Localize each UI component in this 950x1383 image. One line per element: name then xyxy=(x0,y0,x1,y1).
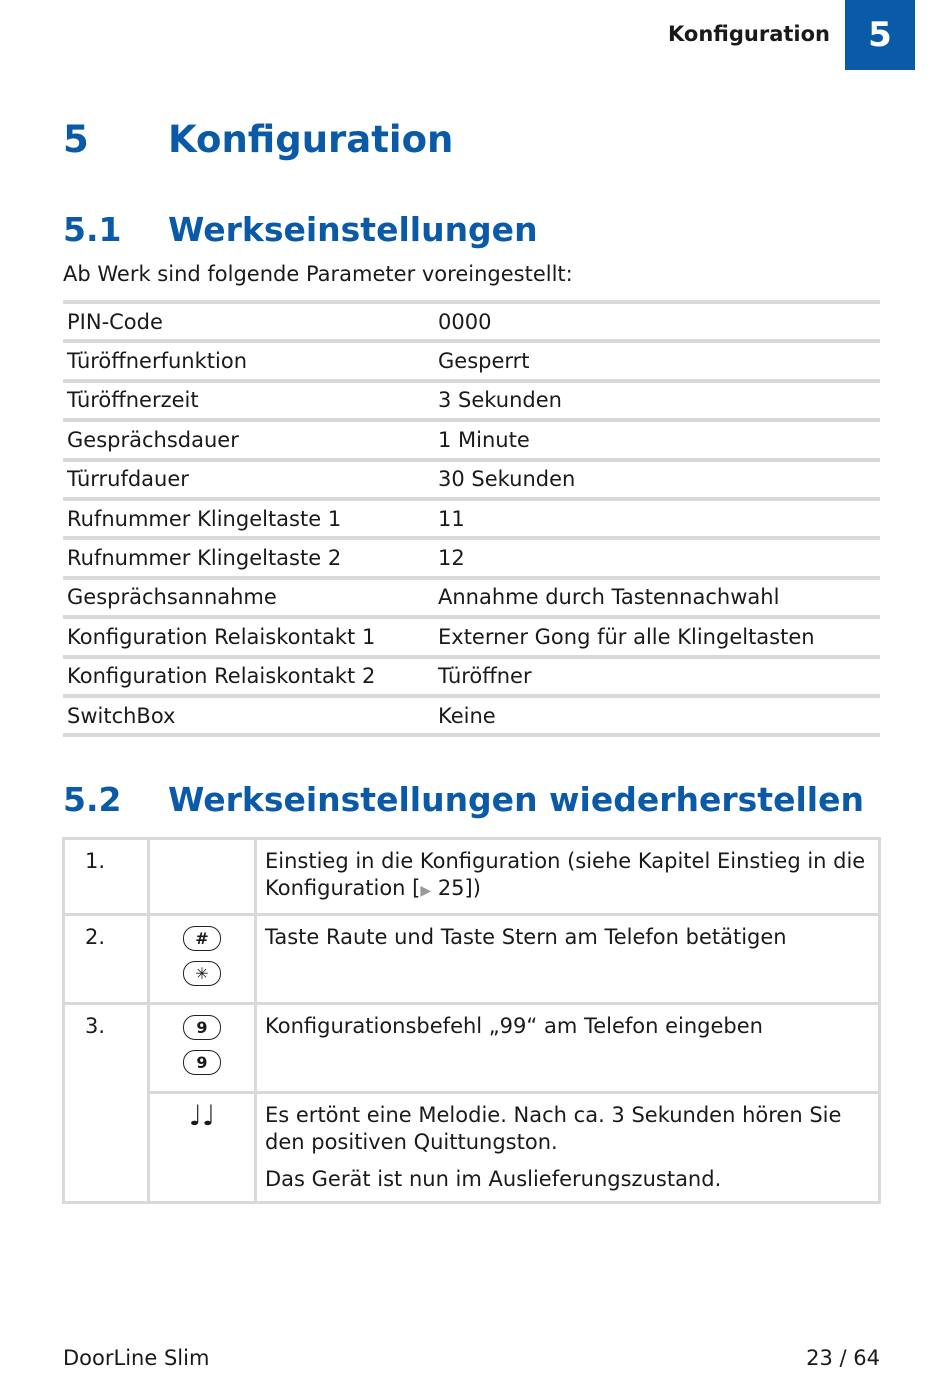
param-value: 3 Sekunden xyxy=(434,381,880,420)
param-name: PIN-Code xyxy=(63,302,434,341)
section-number: 5.2 xyxy=(63,780,122,819)
table-row xyxy=(63,420,880,459)
param-name: Konfiguration Relaiskontakt 2 xyxy=(63,657,434,696)
param-value: 11 xyxy=(434,499,880,538)
table-row xyxy=(63,302,880,341)
param-name: Rufnummer Klingeltaste 1 xyxy=(63,499,434,538)
step-text-line: Es ertönt eine Melodie. Nach ca. 3 Sekunden hören Sie xyxy=(265,1103,842,1127)
intro-text: Ab Werk sind folgende Parameter voreingestellt: xyxy=(63,262,573,286)
table-row xyxy=(63,657,880,696)
section-title-5-1 xyxy=(63,210,538,249)
chapter-tab: 5 xyxy=(845,0,915,70)
step-number: 2. xyxy=(64,915,149,1004)
param-value: Keine xyxy=(434,696,880,735)
chapter-number: 5 xyxy=(63,118,89,161)
param-name: Konfiguration Relaiskontakt 1 xyxy=(63,617,434,656)
step-icon-cell xyxy=(149,839,256,915)
step-text xyxy=(256,1093,880,1203)
running-header: Konfiguration xyxy=(668,22,830,46)
page-ref-arrow-icon: ▶ xyxy=(420,883,432,899)
star-key-icon: ✳ xyxy=(183,961,221,986)
footer-product: DoorLine Slim xyxy=(63,1346,210,1370)
param-value: Türöffner xyxy=(434,657,880,696)
step-text-line: Einstieg in die Konfiguration (siehe Kapitel Einstieg in die xyxy=(265,849,866,873)
ref-page: 25]) xyxy=(431,876,481,900)
step-number: 1. xyxy=(64,839,149,915)
melody-icon: ♩♩ xyxy=(188,1099,216,1132)
step-text: Konfigurationsbefehl „99“ am Telefon eingeben xyxy=(256,1004,880,1093)
chapter-title-text: Konfiguration xyxy=(168,118,454,161)
table-row xyxy=(63,460,880,499)
param-value: Annahme durch Tastennachwahl xyxy=(434,578,880,617)
param-name: Türöffnerfunktion xyxy=(63,341,434,380)
step-text: Taste Raute und Taste Stern am Telefon betätigen xyxy=(256,915,880,1004)
table-row xyxy=(63,696,880,735)
table-row xyxy=(63,538,880,577)
param-name: SwitchBox xyxy=(63,696,434,735)
step-icon-cell xyxy=(149,1004,256,1093)
step-icon-cell xyxy=(149,915,256,1004)
section-title-text: Werkseinstellungen xyxy=(168,210,538,249)
step-row-1 xyxy=(64,839,880,915)
section-title-text: Werkseinstellungen wiederherstellen xyxy=(168,780,864,819)
param-value: Gesperrt xyxy=(434,341,880,380)
param-value: 1 Minute xyxy=(434,420,880,459)
param-value: 0000 xyxy=(434,302,880,341)
section-title-5-2 xyxy=(63,780,864,819)
hash-key-icon: # xyxy=(183,926,221,951)
param-value: 30 Sekunden xyxy=(434,460,880,499)
footer-page-number: 23 / 64 xyxy=(806,1346,880,1370)
step-text-line-ref xyxy=(265,875,870,905)
param-name: Gesprächsdauer xyxy=(63,420,434,459)
param-name: Türöffnerzeit xyxy=(63,381,434,420)
nine-key-icon: 9 xyxy=(183,1050,221,1075)
table-row xyxy=(63,617,880,656)
table-row xyxy=(63,578,880,617)
table-row xyxy=(63,499,880,538)
nine-key-icon: 9 xyxy=(183,1015,221,1040)
step-icon-cell xyxy=(149,1093,256,1203)
param-name: Rufnummer Klingeltaste 2 xyxy=(63,538,434,577)
section-number: 5.1 xyxy=(63,210,122,249)
step-row-3 xyxy=(64,1004,880,1093)
param-name: Gesprächsannahme xyxy=(63,578,434,617)
param-value: 12 xyxy=(434,538,880,577)
factory-settings-table xyxy=(63,300,880,737)
restore-steps-table xyxy=(62,837,881,1204)
table-row xyxy=(63,341,880,380)
table-row xyxy=(63,381,880,420)
step-row-3b xyxy=(64,1093,880,1203)
step-row-2 xyxy=(64,915,880,1004)
step-number: 3. xyxy=(64,1004,149,1203)
step-text xyxy=(256,839,880,915)
step-text-line: Das Gerät ist nun im Auslieferungszustand. xyxy=(265,1167,722,1191)
param-value: Externer Gong für alle Klingeltasten xyxy=(434,617,880,656)
step-text-line: den positiven Quittungston. xyxy=(265,1130,558,1154)
param-name: Türrufdauer xyxy=(63,460,434,499)
ref-text: Konfiguration [ xyxy=(265,876,421,900)
chapter-title xyxy=(63,118,453,161)
